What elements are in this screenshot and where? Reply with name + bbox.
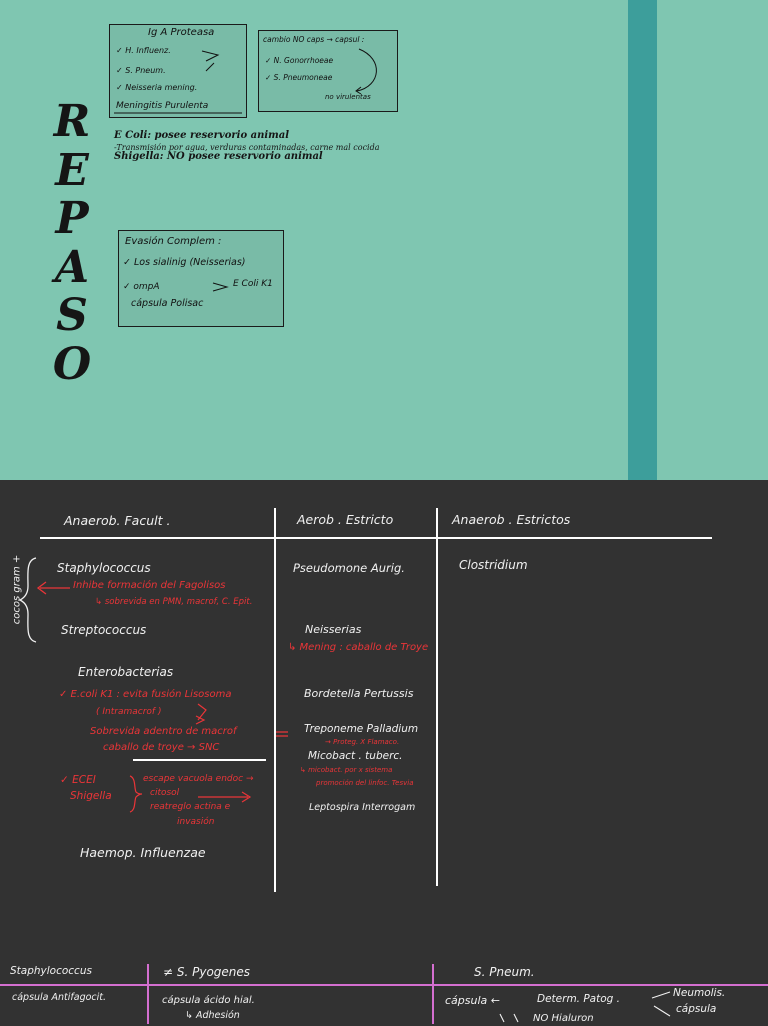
- column-divider: [436, 508, 438, 886]
- evasion-item: ✓ Los sialinig (Neisserias): [123, 257, 246, 268]
- pseudomonas-label: Pseudomone Aurig.: [293, 561, 405, 575]
- micobacterium-note: promoción del linfoc. Tesvia: [316, 779, 414, 787]
- title-letter: S: [56, 290, 88, 341]
- compare-pneum-neumolisina: Neumolis.: [673, 987, 726, 999]
- compare-divider: [147, 964, 149, 1024]
- ecoli-underline: [133, 759, 266, 761]
- side-brace: [18, 556, 48, 646]
- header-anaerob-facult: Anaerob. Facult .: [64, 513, 171, 528]
- staph-note: Inhibe formación del Fagolisos: [73, 580, 226, 591]
- shigella-note: Shigella: NO posee reservorio animal: [114, 151, 323, 162]
- neisseria-mening-note: ↳ Mening : caballo de Troye: [288, 642, 429, 653]
- leptospira-label: Leptospira Interrogam: [309, 802, 416, 813]
- column-divider: [274, 508, 276, 892]
- ecoli-k1-note: ( Intramacrof ): [96, 707, 162, 717]
- iga-item: ✓ H. Influenz.: [116, 46, 171, 55]
- evasion-arrow: [119, 231, 283, 326]
- header-anaerob-estrictos: Anaerob . Estrictos: [452, 512, 571, 527]
- staph-note: ↳ sobrevida en PMN, macrof, C. Epit.: [95, 597, 253, 607]
- bordetella-label: Bordetella Pertussis: [304, 687, 414, 700]
- compare-pneum-patog: Determ. Patog .: [537, 993, 620, 1005]
- evasion-item: cápsula Polisac: [131, 298, 204, 309]
- compare-pneum-branches: [648, 986, 678, 1026]
- clostridium-label: Clostridium: [459, 558, 528, 572]
- ecoli-note: E Coli: posee reservorio animal: [114, 130, 289, 141]
- title-letter: P: [55, 193, 89, 244]
- evasion-item-right: E Coli K1: [233, 279, 273, 289]
- staphylococcus-label: Staphylococcus: [57, 561, 151, 575]
- micobacterium-label: Micobact . tuberc.: [308, 750, 403, 762]
- compare-pneum-capsula: cápsula: [676, 1003, 717, 1015]
- haemophilus-label: Haemop. Influenzae: [80, 845, 206, 860]
- iga-arrows: [110, 25, 246, 117]
- compare-staph-header: Staphylococcus: [10, 965, 92, 977]
- ecei-note: citosol: [150, 788, 180, 798]
- compare-pneum-arrows: [490, 986, 570, 1026]
- title-slide: [0, 0, 768, 480]
- evasion-item: ✓ ompA: [123, 282, 160, 292]
- red-arrow-staph: [34, 580, 74, 600]
- micobacterium-note: ↳ micobact. por x sistema: [300, 766, 393, 774]
- title-letter: R: [53, 96, 91, 147]
- side-label-cocos: cocos gram +: [11, 554, 23, 625]
- ecoli-transmission-note: -Transmisión por agua, verduras contaminadas, carne mal cocida: [114, 143, 380, 152]
- compare-pneum-header: S. Pneum.: [474, 965, 535, 979]
- ecei-note: reatreglo actina e: [150, 802, 231, 812]
- capsule-change-box: [258, 30, 398, 112]
- notes-slide: [0, 480, 768, 1024]
- capsule-arrow: [259, 31, 397, 111]
- title-letter: E: [55, 144, 89, 196]
- compare-pneum-capsule: cápsula ←: [445, 994, 500, 1007]
- ecoli-k1-note: Sobrevida adentro de macrof: [90, 726, 237, 737]
- capsule-heading: cambio NO caps → capsul :: [263, 35, 365, 44]
- title-letter: O: [52, 338, 92, 390]
- ecei-note: invasión: [177, 817, 215, 827]
- ecoli-k1-note: ✓ E.coli K1 : evita fusión Lisosoma: [59, 689, 232, 700]
- compare-divider: [432, 964, 434, 1024]
- iga-protease-box: [109, 24, 247, 118]
- compare-staph-capsule: cápsula Antifagocit.: [12, 992, 107, 1003]
- iga-item: ✓ Neisseria mening.: [116, 83, 198, 92]
- capsule-item: ✓ S. Pneumoneae: [265, 73, 333, 82]
- ecei-note: escape vacuola endoc →: [143, 774, 254, 784]
- evasion-heading: Evasión Complem :: [125, 236, 222, 247]
- compare-pyogenes-adhesion: ↳ Adhesión: [185, 1010, 240, 1021]
- iga-item: ✓ S. Pneum.: [116, 66, 166, 75]
- compare-pneum-hialuron: NO Hialuron: [533, 1013, 594, 1024]
- header-aerob-estricto: Aerob . Estricto: [297, 512, 394, 527]
- accent-stripe: [628, 0, 657, 480]
- compare-pyogenes-capsule: cápsula ácido hial.: [162, 995, 255, 1006]
- title-letter: A: [54, 241, 90, 293]
- treponema-label: Treponeme Palladium: [304, 723, 419, 735]
- streptococcus-label: Streptococcus: [61, 623, 147, 637]
- iga-item: Meningitis Purulenta: [116, 101, 209, 111]
- table-header-line: [40, 537, 712, 539]
- ecoli-k1-note: caballo de troye → SNC: [103, 742, 220, 753]
- neisserias-label: Neisserias: [305, 623, 362, 636]
- capsule-item: ✓ N. Gonorrhoeae: [265, 56, 334, 65]
- title-repaso: [44, 98, 100, 389]
- shigella-label: Shigella: [70, 790, 112, 802]
- compare-pyogenes-header: ≠ S. Pyogenes: [163, 965, 251, 979]
- enterobacterias-label: Enterobacterias: [78, 665, 174, 679]
- ecoli-arrows: [180, 702, 300, 762]
- treponema-note: → Proteg. X Flamaco.: [325, 738, 400, 746]
- ecei-label: ✓ ECEI: [60, 774, 96, 786]
- complement-evasion-box: [118, 230, 284, 327]
- capsule-footer: no virulentas: [325, 93, 371, 101]
- iga-heading: Ig A Proteasa: [148, 27, 215, 38]
